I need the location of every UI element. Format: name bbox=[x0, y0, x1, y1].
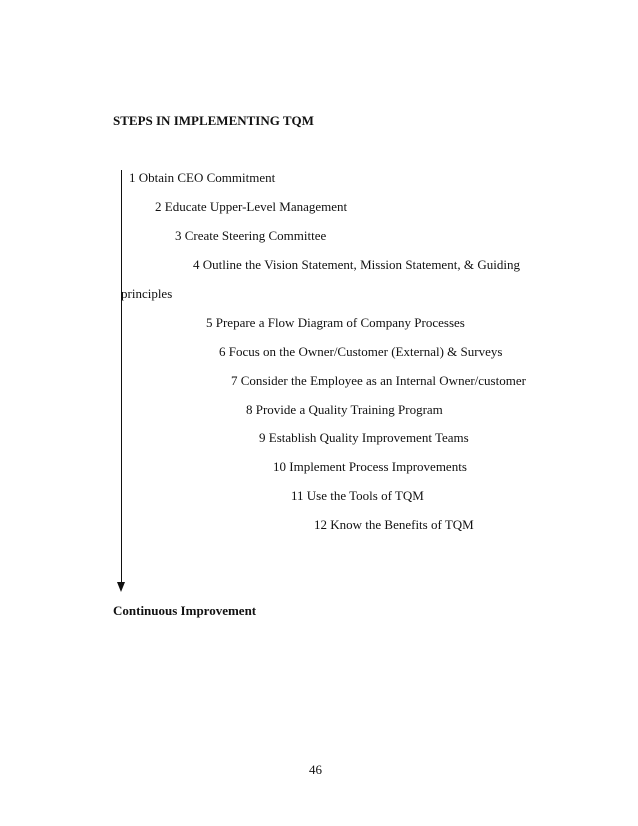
step-2: 2 Educate Upper-Level Management bbox=[155, 199, 348, 214]
step-4-word: Vision bbox=[264, 257, 299, 272]
step-4 bbox=[193, 258, 520, 271]
step-11: 11 Use the Tools of TQM bbox=[291, 488, 424, 503]
page-number: 46 bbox=[309, 762, 322, 777]
flow-arrow-line bbox=[121, 170, 122, 584]
step-4-continuation: principles bbox=[121, 286, 173, 301]
step-4-word: the bbox=[245, 257, 261, 272]
flow-arrow-head-icon bbox=[117, 582, 125, 592]
step-4-word: 4 Outline bbox=[193, 257, 242, 272]
step-4-word: Guiding bbox=[477, 257, 520, 272]
step-8: 8 Provide a Quality Training Program bbox=[246, 402, 443, 417]
step-1: 1 Obtain CEO Commitment bbox=[129, 170, 276, 185]
step-3: 3 Create Steering Committee bbox=[175, 228, 327, 243]
continuous-improvement-label: Continuous Improvement bbox=[113, 603, 257, 618]
step-7: 7 Consider the Employee as an Internal Owner/customer bbox=[231, 373, 526, 388]
step-6: 6 Focus on the Owner/Customer (External) & Surveys bbox=[219, 344, 503, 359]
step-4-word: Statement, bbox=[405, 257, 461, 272]
section-heading: STEPS IN IMPLEMENTING TQM bbox=[113, 113, 314, 128]
step-10: 10 Implement Process Improvements bbox=[273, 459, 467, 474]
step-4-word: Mission bbox=[360, 257, 402, 272]
step-4-word: Statement, bbox=[301, 257, 357, 272]
step-5: 5 Prepare a Flow Diagram of Company Processes bbox=[206, 315, 465, 330]
step-12: 12 Know the Benefits of TQM bbox=[314, 517, 474, 532]
step-9: 9 Establish Quality Improvement Teams bbox=[259, 430, 469, 445]
step-4-word: & bbox=[463, 257, 475, 272]
